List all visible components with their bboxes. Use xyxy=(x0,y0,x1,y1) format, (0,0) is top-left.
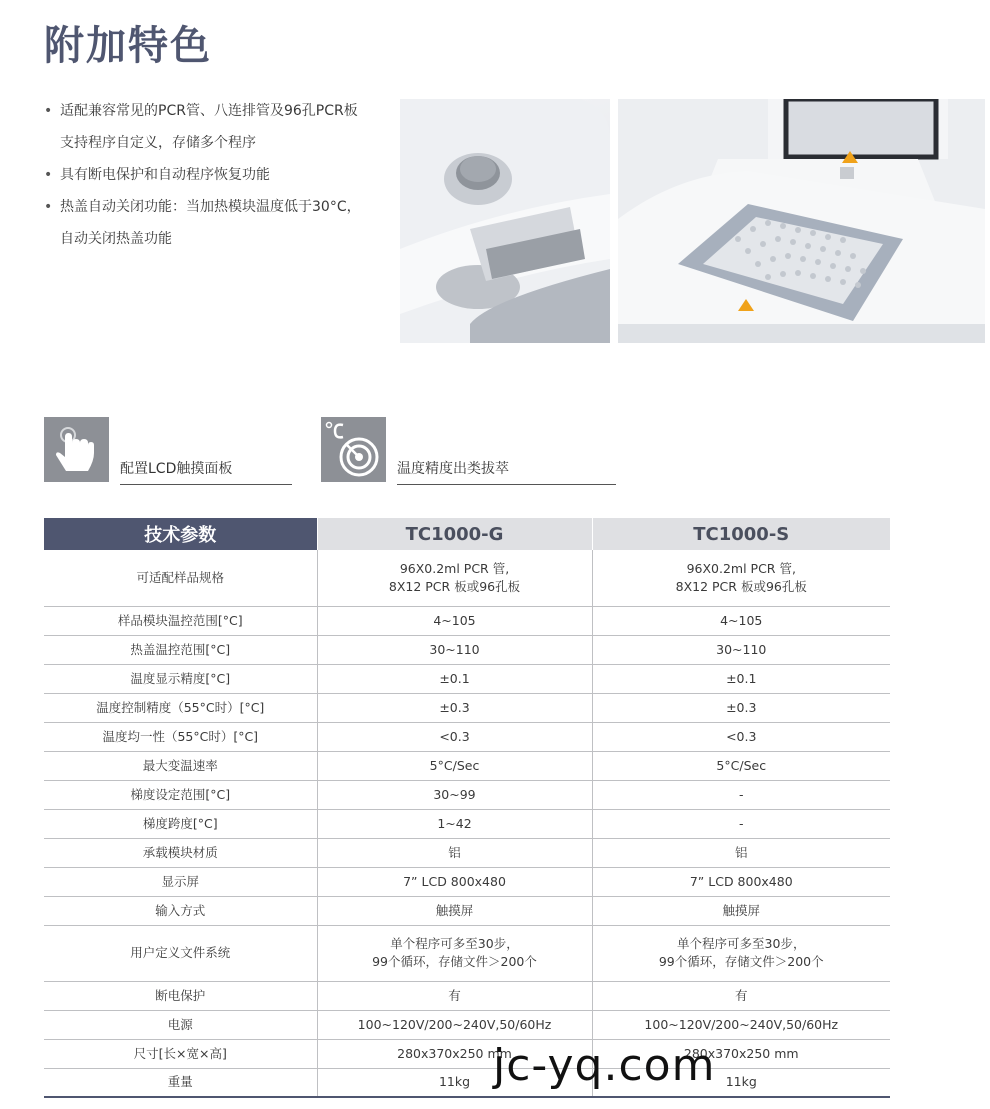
table-row xyxy=(44,1010,890,1039)
value-line: 单个程序可多至30步， xyxy=(677,936,806,951)
value-line: 100~120V/200~240V,50/60Hz xyxy=(357,1016,552,1032)
spec-table-header xyxy=(44,518,890,550)
value-line: 96X0.2ml PCR 管, xyxy=(686,560,796,576)
value-line: 30~110 xyxy=(716,641,767,657)
param-cell: 尺寸[长×宽×高] xyxy=(44,1039,317,1068)
param-cell: 热盖温控范围[°C] xyxy=(44,635,317,664)
value-cell-g xyxy=(317,550,592,606)
param-cell: 最大变温速率 xyxy=(44,751,317,780)
table-row xyxy=(44,981,890,1010)
value-line: - xyxy=(738,786,744,802)
value-cell-s xyxy=(592,925,890,981)
value-cell-s xyxy=(592,722,890,751)
value-cell-g xyxy=(317,780,592,809)
value-line: - xyxy=(738,815,744,831)
feature-item-continued: 自动关闭热盖功能 xyxy=(60,231,172,247)
value-line: 99个循环，存储文件＞200个 xyxy=(372,954,537,969)
value-line: ±0.3 xyxy=(439,699,470,715)
bullet-icon: • xyxy=(44,199,53,215)
value-line: 99个循环，存储文件＞200个 xyxy=(658,954,824,969)
value-cell-s xyxy=(592,635,890,664)
table-row xyxy=(44,867,890,896)
table-row xyxy=(44,693,890,722)
table-row xyxy=(44,925,890,981)
value-line: 铝 xyxy=(448,844,461,860)
param-cell: 梯度跨度[°C] xyxy=(44,809,317,838)
value-line: 单个程序可多至30步， xyxy=(390,936,519,951)
value-cell-g xyxy=(317,664,592,693)
product-photo-sample-block xyxy=(618,99,985,343)
param-cell: 显示屏 xyxy=(44,867,317,896)
table-row xyxy=(44,635,890,664)
feature-item-continued: 支持程序自定义，存储多个程序 xyxy=(60,135,256,151)
touch-hand-icon xyxy=(44,417,109,482)
header-model-s: TC1000-S xyxy=(592,518,890,550)
feature-icon-label: 配置LCD触摸面板 xyxy=(120,458,292,485)
value-line: 280x370x250 mm xyxy=(397,1045,512,1061)
watermark: jc-yq.com xyxy=(493,1040,716,1091)
value-line: 100~120V/200~240V,50/60Hz xyxy=(644,1016,839,1032)
value-line: 96X0.2ml PCR 管, xyxy=(399,560,510,576)
page-title: 附加特色 xyxy=(44,23,212,69)
value-line: 8X12 PCR 板或96孔板 xyxy=(675,578,807,594)
param-cell: 温度均一性（55°C时）[°C] xyxy=(44,722,317,751)
feature-item: • 适配兼容常见的PCR管、八连排管及96孔PCR板 xyxy=(44,95,389,127)
value-cell-g xyxy=(317,896,592,925)
param-cell: 温度控制精度（55°C时）[°C] xyxy=(44,693,317,722)
value-line: 1~42 xyxy=(437,815,472,831)
value-cell-g xyxy=(317,867,592,896)
param-cell: 承载模块材质 xyxy=(44,838,317,867)
spec-table xyxy=(44,518,890,1098)
value-line: 8X12 PCR 板或96孔板 xyxy=(388,578,521,594)
temperature-target-icon xyxy=(321,417,386,482)
param-cell: 样品模块温控范围[°C] xyxy=(44,606,317,635)
value-cell-g xyxy=(317,809,592,838)
table-row xyxy=(44,780,890,809)
value-cell-g xyxy=(317,838,592,867)
table-row xyxy=(44,550,890,606)
value-cell-g xyxy=(317,981,592,1010)
value-line: 11kg xyxy=(438,1074,471,1090)
feature-item: • 热盖自动关闭功能：当加热模块温度低于30°C， xyxy=(44,191,389,223)
value-cell-g xyxy=(317,722,592,751)
value-cell-s xyxy=(592,550,890,606)
param-cell: 电源 xyxy=(44,1010,317,1039)
value-line: 4~105 xyxy=(720,612,763,628)
header-param: 技术参数 xyxy=(44,518,317,550)
value-line: 有 xyxy=(734,987,748,1003)
value-line: 5°C/Sec xyxy=(429,757,480,773)
value-cell-s xyxy=(592,867,890,896)
value-cell-g xyxy=(317,606,592,635)
value-cell-g xyxy=(317,925,592,981)
value-cell-s xyxy=(592,981,890,1010)
value-line: 有 xyxy=(448,987,461,1003)
param-cell: 用户定义文件系统 xyxy=(44,925,317,981)
value-cell-s xyxy=(592,896,890,925)
param-cell: 梯度设定范围[°C] xyxy=(44,780,317,809)
value-line: ±0.3 xyxy=(726,699,757,715)
sample-block-illustration xyxy=(618,99,985,343)
value-cell-s xyxy=(592,780,890,809)
feature-list xyxy=(44,95,389,255)
table-row xyxy=(44,1068,890,1097)
value-cell-s xyxy=(592,751,890,780)
value-line: <0.3 xyxy=(726,728,757,744)
value-cell-s xyxy=(592,809,890,838)
value-cell-g xyxy=(317,693,592,722)
value-cell-s xyxy=(592,606,890,635)
feature-item: • 具有断电保护和自动程序恢复功能 xyxy=(44,159,389,191)
feature-icon-label: 温度精度出类拔萃 xyxy=(397,458,616,485)
table-row xyxy=(44,606,890,635)
header-model-g: TC1000-G xyxy=(317,518,592,550)
table-row xyxy=(44,896,890,925)
value-cell-s xyxy=(592,664,890,693)
product-photo-lid-knob xyxy=(400,99,610,343)
value-line: 11kg xyxy=(725,1074,757,1090)
table-row xyxy=(44,664,890,693)
value-line: ±0.1 xyxy=(439,670,470,686)
bullet-icon: • xyxy=(44,167,53,183)
value-line: 5°C/Sec xyxy=(716,757,767,773)
value-line: <0.3 xyxy=(439,728,470,744)
value-cell-g xyxy=(317,635,592,664)
value-cell-s xyxy=(592,1010,890,1039)
param-cell: 温度显示精度[°C] xyxy=(44,664,317,693)
param-cell: 重量 xyxy=(44,1068,317,1097)
table-row xyxy=(44,722,890,751)
value-line: 7” LCD 800x480 xyxy=(403,873,506,889)
spec-table-body xyxy=(44,550,890,1097)
value-cell-g xyxy=(317,751,592,780)
value-line: 7” LCD 800x480 xyxy=(689,873,793,889)
value-line: 触摸屏 xyxy=(722,902,760,918)
value-line: 280x370x250 mm xyxy=(683,1045,799,1061)
table-row xyxy=(44,1039,890,1068)
value-cell-g xyxy=(317,1010,592,1039)
value-cell-s xyxy=(592,838,890,867)
value-line: 30~110 xyxy=(429,641,480,657)
param-cell: 断电保护 xyxy=(44,981,317,1010)
value-line: ±0.1 xyxy=(726,670,757,686)
param-cell: 可适配样品规格 xyxy=(44,550,317,606)
value-line: 铝 xyxy=(734,844,748,860)
value-line: 4~105 xyxy=(433,612,476,628)
bullet-icon: • xyxy=(44,103,53,119)
table-row xyxy=(44,838,890,867)
param-cell: 输入方式 xyxy=(44,896,317,925)
lid-knob-illustration xyxy=(400,99,610,343)
value-cell-s xyxy=(592,693,890,722)
table-row xyxy=(44,751,890,780)
value-line: 30~99 xyxy=(433,786,476,802)
value-line: 触摸屏 xyxy=(435,902,474,918)
table-row xyxy=(44,809,890,838)
